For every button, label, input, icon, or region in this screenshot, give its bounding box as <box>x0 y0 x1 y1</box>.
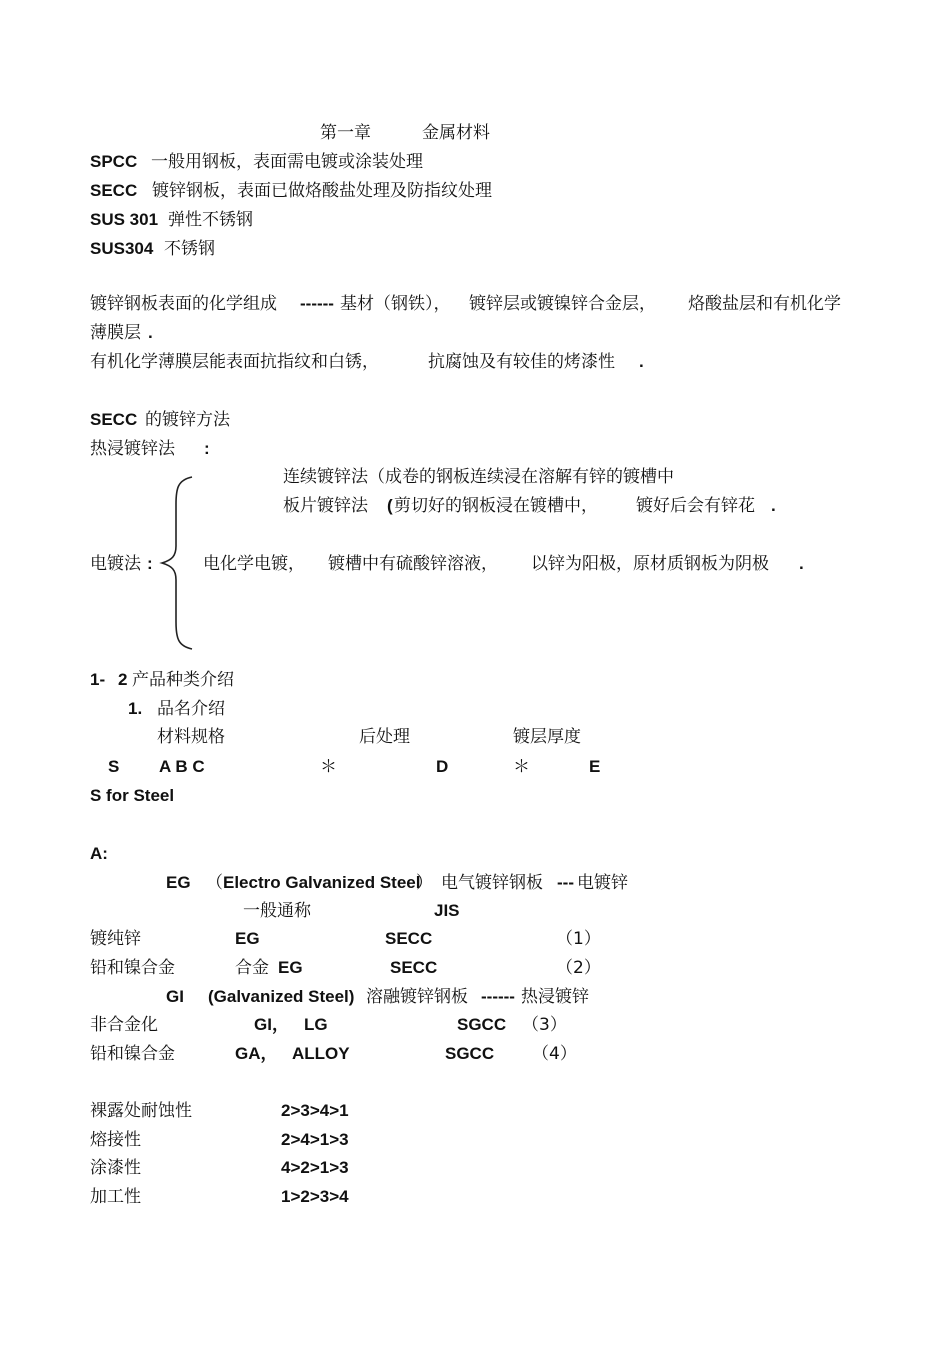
property-name: 熔接性 <box>90 1130 141 1150</box>
material-desc: 不锈钢 <box>164 239 215 259</box>
gi-dash: ------ <box>481 987 515 1006</box>
column-spec: 材料规格 <box>157 727 225 747</box>
jis-code: SGCC <box>445 1044 495 1063</box>
gi-full-name: (Galvanized Steel) <box>208 987 355 1006</box>
material-desc: 镀锌钢板，表面已做烙酸盐处理及防指纹处理 <box>152 181 492 201</box>
continuous-galvanizing: 连续镀锌法（成卷的钢板连续浸在溶解有锌的镀槽中 <box>283 467 674 487</box>
electroplating-desc: 以锌为阳极，原材质钢板为阴极 <box>531 554 769 574</box>
code-s: S <box>108 757 120 776</box>
material-code: SUS 301 <box>90 210 159 229</box>
eg-code: EG <box>166 873 191 892</box>
eg-full-name: Electro Galvanized Steel <box>223 873 421 892</box>
sheet-galvanizing-desc: 剪切好的钢板浸在镀槽中， <box>394 496 598 516</box>
subsection-num: 1. <box>128 699 143 718</box>
coating-code: ALLOY <box>292 1044 350 1063</box>
coating-code: LG <box>304 1015 328 1034</box>
sheet-galvanizing: 板片镀锌法 <box>283 496 368 516</box>
method-heading-code: SECC <box>90 410 138 429</box>
material-code: SUS304 <box>90 239 154 258</box>
eg-chinese-name: 电气镀锌钢板 <box>441 873 543 893</box>
sheet-dot: . <box>771 496 776 515</box>
coating-name: 镀纯锌 <box>90 929 141 949</box>
sheet-paren: ( <box>387 496 393 515</box>
material-desc: 弹性不锈钢 <box>168 210 253 230</box>
separator-star: ＊ <box>320 757 337 777</box>
electroplating-label: 电镀法 <box>90 554 141 574</box>
jis-code: SGCC <box>457 1015 507 1034</box>
code-d: D <box>436 757 449 776</box>
eg-chinese-name: 电镀锌 <box>577 873 628 893</box>
code-abc: A B C <box>159 757 205 776</box>
coating-code: EG <box>278 958 303 977</box>
coating-number: （3） <box>522 1015 567 1035</box>
column-post: 后处理 <box>359 727 410 747</box>
material-code: SPCC <box>90 152 138 171</box>
electroplating-desc: 镀槽中有硫酸锌溶液， <box>328 554 498 574</box>
chapter-title: 第一章 <box>320 123 371 143</box>
products-heading-num: 2 <box>118 670 128 689</box>
material-desc: 一般用钢板，表面需电镀或涂装处理 <box>151 152 423 172</box>
sheet-galvanizing-desc: 镀好后会有锌花 <box>636 496 755 516</box>
chapter-subject: 金属材料 <box>422 123 490 143</box>
hot-dip-label: 热浸镀锌法 <box>90 439 175 459</box>
separator-star: ＊ <box>513 757 530 777</box>
coating-code: EG <box>235 929 260 948</box>
property-order: 1>2>3>4 <box>281 1187 349 1206</box>
composition-text: 薄膜层 <box>90 323 141 343</box>
eg-paren-close: ） <box>416 873 433 893</box>
composition-text: 有机化学薄膜层能表面抗指纹和白锈， <box>90 352 379 372</box>
coating-number: （2） <box>556 958 601 978</box>
code-e: E <box>589 757 601 776</box>
property-name: 加工性 <box>90 1187 141 1207</box>
subsection-title: 品名介绍 <box>157 699 225 719</box>
eg-dash: --- <box>557 873 574 892</box>
method-heading: 的镀锌方法 <box>145 410 230 430</box>
property-order: 2>3>4>1 <box>281 1101 349 1120</box>
coating-name: 铅和镍合金 <box>90 958 175 978</box>
property-name: 涂漆性 <box>90 1158 141 1178</box>
gi-chinese-name: 热浸镀锌 <box>521 987 589 1007</box>
jis-code: SECC <box>385 929 433 948</box>
eg-paren: （ <box>206 873 223 893</box>
composition-text: 镀锌钢板表面的化学组成 <box>90 294 277 314</box>
composition-text: 基材（钢铁）， <box>340 294 451 314</box>
gi-chinese-name: 溶融镀锌钢板 <box>366 987 468 1007</box>
electroplating-colon: : <box>147 554 153 573</box>
products-heading: 产品种类介绍 <box>132 670 234 690</box>
composition-text: 镀锌层或镀镍锌合金层， <box>469 294 656 314</box>
gi-code: GI <box>166 987 184 1006</box>
composition-dash: ------ <box>300 294 334 313</box>
coating-number: （4） <box>532 1044 577 1064</box>
composition-dot: . <box>148 323 153 342</box>
hot-dip-colon: : <box>204 439 210 458</box>
products-heading-num: 1- <box>90 670 106 689</box>
material-code: SECC <box>90 181 138 200</box>
coating-name: 非合金化 <box>90 1015 158 1035</box>
brace-shape <box>158 474 198 652</box>
composition-text: 烙酸盐层和有机化学 <box>688 294 841 314</box>
jis-header: JIS <box>434 901 460 920</box>
s-for-steel: S for Steel <box>90 786 175 805</box>
property-name: 裸露处耐蚀性 <box>90 1101 192 1121</box>
coating-prefix: 合金 <box>235 958 269 978</box>
column-thickness: 镀层厚度 <box>513 727 581 747</box>
jis-code: SECC <box>390 958 438 977</box>
electroplating-desc: 电化学电镀， <box>203 554 305 574</box>
coating-code: GA， <box>235 1044 278 1063</box>
coating-name: 铅和镍合金 <box>90 1044 175 1064</box>
composition-text: 抗腐蚀及有较佳的烤漆性 <box>428 352 615 372</box>
property-order: 4>2>1>3 <box>281 1158 349 1177</box>
coating-code: GI， <box>254 1015 289 1034</box>
composition-dot: . <box>639 352 644 371</box>
electroplating-dot: . <box>799 554 804 573</box>
common-name-header: 一般通称 <box>243 901 311 921</box>
property-order: 2>4>1>3 <box>281 1130 349 1149</box>
section-a-label: A: <box>90 844 108 863</box>
coating-number: （1） <box>556 929 601 949</box>
